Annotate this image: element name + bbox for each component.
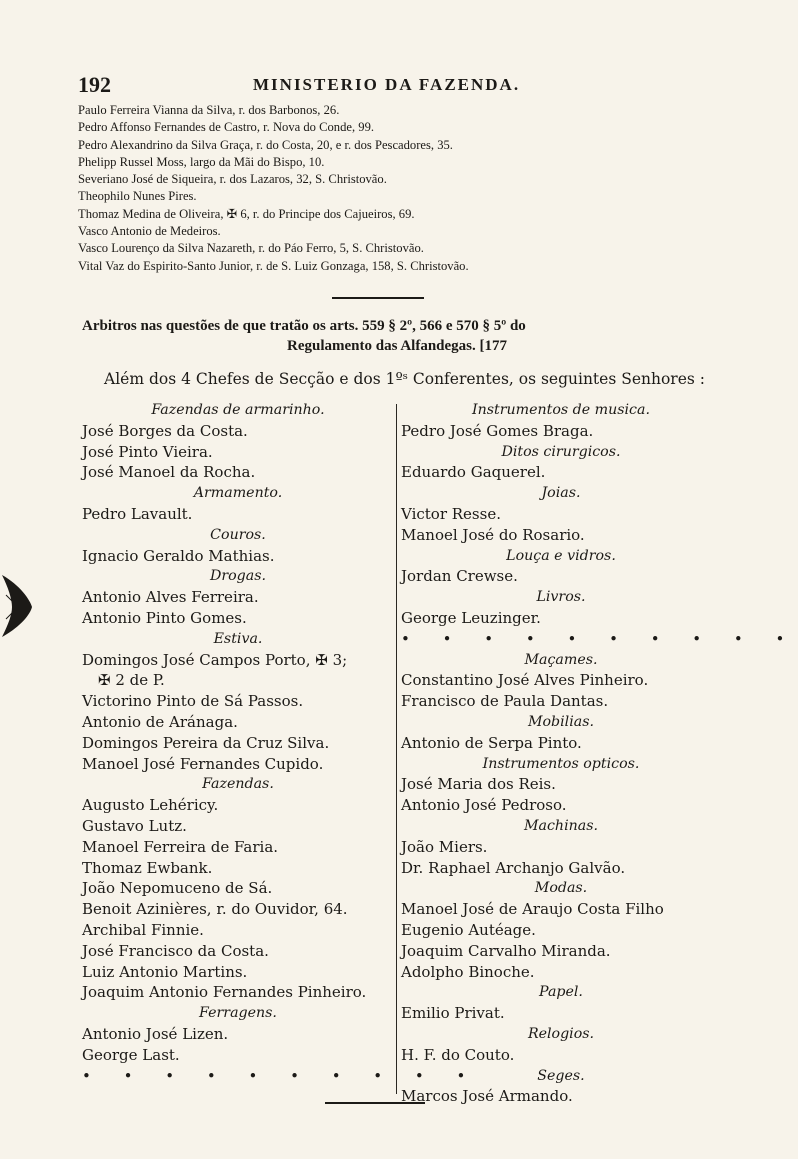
margin-ornament-icon	[0, 565, 40, 645]
category-heading: Ditos cirurgicos.	[501, 443, 621, 460]
category-heading: Seges.	[537, 1067, 585, 1084]
category-heading: Fazendas de armarinho.	[151, 402, 325, 418]
person-name: Antonio de Aránaga.	[82, 712, 238, 731]
person-name: João Nepomuceno de Sá.	[82, 879, 273, 898]
person-name: George Leuzinger.	[401, 608, 541, 627]
running-title: MINISTERIO DA FAZENDA.	[253, 75, 521, 94]
category-heading: Instrumentos opticos.	[482, 755, 640, 772]
person-name: Constantino José Alves Pinheiro.	[401, 671, 649, 690]
person-name: Victorino Pinto de Sá Passos.	[82, 692, 304, 711]
category-heading: Couros.	[210, 526, 266, 543]
category-heading: Mobilias.	[527, 713, 594, 730]
category-heading: Louça e vidros.	[506, 547, 616, 564]
section-intro: Além dos 4 Chefes de Secção e dos 1ºˢ Conferentes, os seguintes Senhores :	[104, 370, 705, 388]
category-heading: Modas.	[534, 880, 588, 897]
person-name: Adolpho Binoche.	[401, 962, 535, 981]
address-entry: Thomaz Medina de Oliveira, ✠ 6, r. do Principe dos Cajueiros, 69.	[78, 206, 415, 221]
category-heading: Estiva.	[213, 630, 263, 647]
person-name: H. F. do Couto.	[401, 1045, 515, 1064]
person-name: Antonio de Serpa Pinto.	[401, 733, 582, 752]
section-title	[82, 316, 712, 356]
address-entry: Vital Vaz do Espirito-Santo Junior, r. de S. Luiz Gonzaga, 158, S. Christovão.	[78, 258, 469, 273]
ellipsis-row: • • • • • • • • • •	[82, 1066, 480, 1085]
person-name: Joaquim Antonio Fernandes Pinheiro.	[82, 983, 367, 1002]
category-heading: Armamento.	[193, 485, 283, 502]
person-name: Augusto Lehéricy.	[82, 796, 219, 815]
person-name: Victor Resse.	[401, 504, 501, 523]
person-name: José Manoel da Rocha.	[82, 463, 256, 482]
person-name: Antonio Pinto Gomes.	[82, 608, 247, 627]
person-name: José Maria dos Reis.	[401, 775, 556, 794]
person-name: Archibal Finnie.	[82, 920, 204, 939]
person-name: Antonio José Lizen.	[82, 1024, 229, 1043]
page-header	[78, 72, 698, 100]
person-name: Marcos José Armando.	[401, 1087, 573, 1106]
category-heading: Ferragens.	[199, 1005, 277, 1022]
section-divider	[332, 297, 424, 299]
address-entry: Vasco Antonio de Medeiros.	[78, 224, 221, 239]
right-column	[401, 400, 798, 1107]
address-entry: Phelipp Russel Moss, largo da Mãi do Bispo, 10.	[78, 154, 325, 169]
page-number: 192	[78, 72, 111, 97]
category-heading: Maçames.	[524, 651, 598, 668]
end-divider	[325, 1102, 425, 1104]
address-entry: Theophilo Nunes Pires.	[78, 189, 197, 204]
person-name: George Last.	[82, 1045, 180, 1064]
person-name: Manoel Ferreira de Faria.	[82, 837, 279, 856]
section-title-line-1: Arbitros nas questões de que tratão os arts. 559 § 2º, 566 e 570 § 5º do	[82, 318, 526, 334]
column-divider	[396, 404, 397, 1094]
person-name: Domingos Pereira da Cruz Silva.	[82, 733, 330, 752]
ellipsis-row: • • • • • • • • • •	[401, 629, 798, 648]
person-name: ✠ 2 de P.	[98, 671, 165, 690]
category-heading: Papel.	[539, 984, 583, 1001]
person-name: Thomaz Ewbank.	[82, 858, 213, 877]
address-list	[78, 102, 718, 275]
person-name: Joaquim Carvalho Miranda.	[401, 941, 611, 960]
person-name: Jordan Crewse.	[401, 567, 518, 586]
person-name: Luiz Antonio Martins.	[82, 962, 248, 981]
category-heading: Livros.	[536, 589, 586, 606]
address-entry: Vasco Lourenço da Silva Nazareth, r. do Páo Ferro, 5, S. Christovão.	[78, 241, 424, 256]
person-name: Gustavo Lutz.	[82, 816, 187, 835]
section-title-line-2: Regulamento das Alfandegas. [177	[286, 338, 507, 354]
address-entry: Paulo Ferreira Vianna da Silva, r. dos Barbonos, 26.	[78, 103, 340, 117]
address-entry: Pedro Affonso Fernandes de Castro, r. Nova do Conde, 99.	[78, 120, 375, 135]
person-name: Francisco de Paula Dantas.	[401, 692, 609, 711]
person-name: Antonio Alves Ferreira.	[82, 588, 259, 607]
category-heading: Relogios.	[527, 1025, 595, 1042]
person-name: Eugenio Autéage.	[401, 920, 536, 939]
person-name: Dr. Raphael Archanjo Galvão.	[401, 858, 626, 877]
person-name: João Miers.	[401, 837, 488, 856]
category-heading: Machinas.	[524, 817, 598, 834]
category-heading: Instrumentos de musica.	[472, 402, 650, 418]
category-heading: Joias.	[541, 485, 581, 502]
person-name: Manoel José do Rosario.	[401, 525, 585, 544]
person-name: Ignacio Geraldo Mathias.	[82, 546, 275, 565]
person-name: Emilio Privat.	[401, 1004, 505, 1023]
address-entry: Pedro Alexandrino da Silva Graça, r. do Costa, 20, e r. dos Pescadores, 35.	[78, 137, 453, 152]
category-heading: Fazendas.	[202, 776, 274, 793]
person-name: Manoel José de Araujo Costa Filho	[401, 900, 664, 919]
person-name: Antonio José Pedroso.	[401, 796, 567, 815]
person-name: Pedro José Gomes Braga.	[401, 421, 594, 440]
person-name: Eduardo Gaquerel.	[401, 463, 546, 482]
person-name: Benoit Azinières, r. do Ouvidor, 64.	[82, 900, 348, 919]
person-name: José Pinto Vieira.	[82, 442, 213, 461]
person-name: José Borges da Costa.	[82, 421, 248, 440]
person-name: Pedro Lavault.	[82, 504, 193, 523]
category-heading: Drogas.	[209, 568, 267, 585]
person-name: Manoel José Fernandes Cupido.	[82, 754, 324, 773]
person-name: Domingos José Campos Porto, ✠ 3;	[82, 650, 348, 669]
person-name: José Francisco da Costa.	[82, 941, 269, 960]
address-entry: Severiano José de Siqueira, r. dos Lazaros, 32, S. Christovão.	[78, 172, 387, 187]
